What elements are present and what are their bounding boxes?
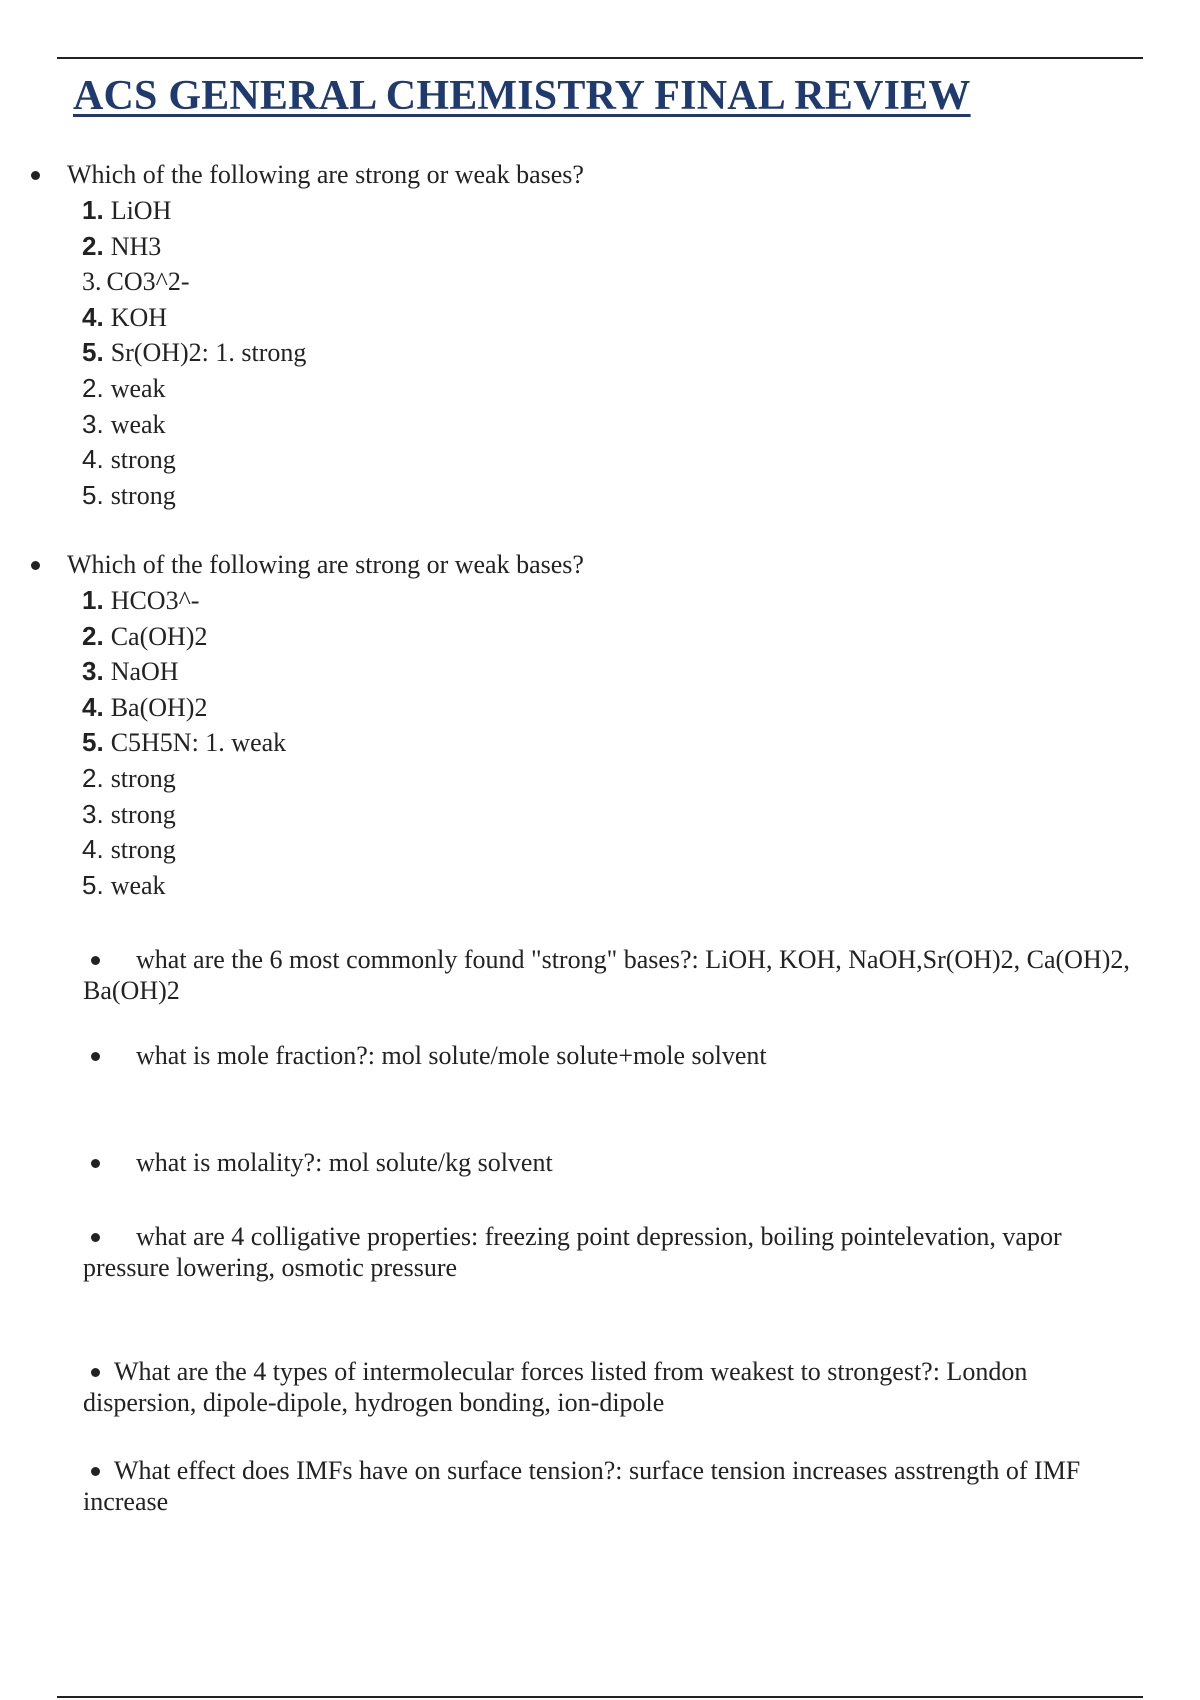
bullet-icon bbox=[91, 1159, 100, 1168]
question-prompt-text: Which of the following are strong or weak bases? bbox=[67, 160, 584, 189]
bullet-icon bbox=[31, 171, 40, 180]
answer-list bbox=[0, 583, 1200, 903]
list-text: strong bbox=[110, 445, 176, 475]
list-text: strong bbox=[110, 480, 176, 510]
list-number: 3. bbox=[82, 408, 104, 439]
list-number: 3. bbox=[82, 656, 104, 687]
list-item bbox=[0, 229, 1200, 265]
list-number: 4. bbox=[82, 691, 104, 722]
list-number: 3. bbox=[82, 267, 102, 297]
answer-list bbox=[0, 193, 1200, 513]
list-text: weak bbox=[110, 409, 166, 439]
list-item bbox=[0, 442, 1200, 478]
list-item bbox=[0, 478, 1200, 514]
list-item bbox=[0, 407, 1200, 443]
review-item-text: what is molality?: mol solute/kg solvent bbox=[136, 1148, 553, 1177]
top-rule bbox=[57, 57, 1143, 59]
list-number: 4. bbox=[82, 301, 104, 332]
bullet-icon bbox=[91, 1368, 100, 1377]
list-item bbox=[0, 193, 1200, 229]
review-item-text: what is mole fraction?: mol solute/mole solute+mole solvent bbox=[136, 1041, 767, 1070]
list-text: CO3^2- bbox=[106, 267, 190, 297]
list-number: 3. bbox=[82, 798, 104, 829]
list-item bbox=[0, 797, 1200, 833]
list-item bbox=[0, 371, 1200, 407]
list-item bbox=[0, 654, 1200, 690]
bullet-icon bbox=[91, 956, 100, 965]
bottom-rule bbox=[57, 1696, 1143, 1698]
list-text: C5H5N: 1. weak bbox=[110, 728, 287, 758]
question-prompt-text: Which of the following are strong or weak bases? bbox=[67, 550, 584, 579]
list-item bbox=[0, 335, 1200, 371]
list-text: HCO3^- bbox=[110, 586, 200, 615]
list-text: Ba(OH)2 bbox=[110, 692, 208, 722]
list-number: 2. bbox=[82, 372, 104, 403]
list-text: strong bbox=[110, 835, 176, 865]
list-text: weak bbox=[110, 373, 166, 403]
document-title: ACS GENERAL CHEMISTRY FINAL REVIEW bbox=[73, 73, 971, 119]
list-number: 2. bbox=[82, 762, 104, 793]
list-text: NH3 bbox=[110, 231, 162, 261]
bullet-icon bbox=[91, 1467, 100, 1476]
question-block-2 bbox=[0, 547, 1200, 903]
bullet-icon bbox=[91, 1052, 100, 1061]
review-item-text: what are the 6 most commonly found "strong" bases?: LiOH, KOH, NaOH,Sr(OH)2, Ca(OH)2, Ba(OH)2 bbox=[83, 945, 1130, 1005]
list-number: 5. bbox=[82, 337, 104, 368]
list-number: 5. bbox=[82, 479, 104, 510]
review-item-text: What are the 4 types of intermolecular forces listed from weakest to strongest?: London dispersion, dipole-dipole, hydrogen bonding, ion-dipole bbox=[83, 1357, 1028, 1417]
list-text: NaOH bbox=[110, 657, 179, 687]
list-item bbox=[0, 725, 1200, 761]
list-text: Sr(OH)2: 1. strong bbox=[110, 338, 307, 368]
list-item bbox=[0, 264, 1200, 300]
review-item-surface-tension bbox=[83, 1455, 1143, 1517]
bullet-icon bbox=[91, 1233, 100, 1242]
list-number: 4. bbox=[82, 444, 104, 475]
list-item bbox=[0, 300, 1200, 336]
list-text: strong bbox=[110, 799, 176, 829]
list-item bbox=[0, 583, 1200, 619]
review-item-molality bbox=[83, 1147, 1143, 1178]
list-text: weak bbox=[110, 870, 166, 900]
review-item-text: What effect does IMFs have on surface tension?: surface tension increases asstrength of IMF increase bbox=[83, 1456, 1081, 1516]
list-item bbox=[0, 619, 1200, 655]
review-item-strong-bases bbox=[83, 944, 1143, 1006]
list-item bbox=[0, 868, 1200, 904]
list-number: 2. bbox=[82, 230, 104, 261]
list-text: strong bbox=[110, 763, 176, 793]
list-number: 2. bbox=[82, 620, 104, 651]
list-item bbox=[0, 690, 1200, 726]
review-item-mole-fraction bbox=[83, 1040, 1143, 1071]
review-item-imf-types bbox=[83, 1356, 1143, 1418]
question-prompt bbox=[0, 157, 1200, 193]
list-number: 5. bbox=[82, 727, 104, 758]
list-number: 5. bbox=[82, 869, 104, 900]
review-item-colligative bbox=[83, 1221, 1143, 1283]
list-number: 1. bbox=[82, 585, 104, 615]
list-text: KOH bbox=[110, 302, 168, 332]
list-text: LiOH bbox=[110, 196, 172, 225]
question-block-1 bbox=[0, 157, 1200, 513]
list-number: 1. bbox=[82, 195, 104, 225]
list-text: Ca(OH)2 bbox=[110, 621, 208, 651]
list-number: 4. bbox=[82, 834, 104, 865]
list-item bbox=[0, 761, 1200, 797]
review-item-text: what are 4 colligative properties: freezing point depression, boiling pointelevation, vapor pressure lowering, osmotic pressure bbox=[83, 1222, 1062, 1282]
question-prompt bbox=[0, 547, 1200, 583]
list-item bbox=[0, 832, 1200, 868]
bullet-icon bbox=[31, 561, 40, 570]
